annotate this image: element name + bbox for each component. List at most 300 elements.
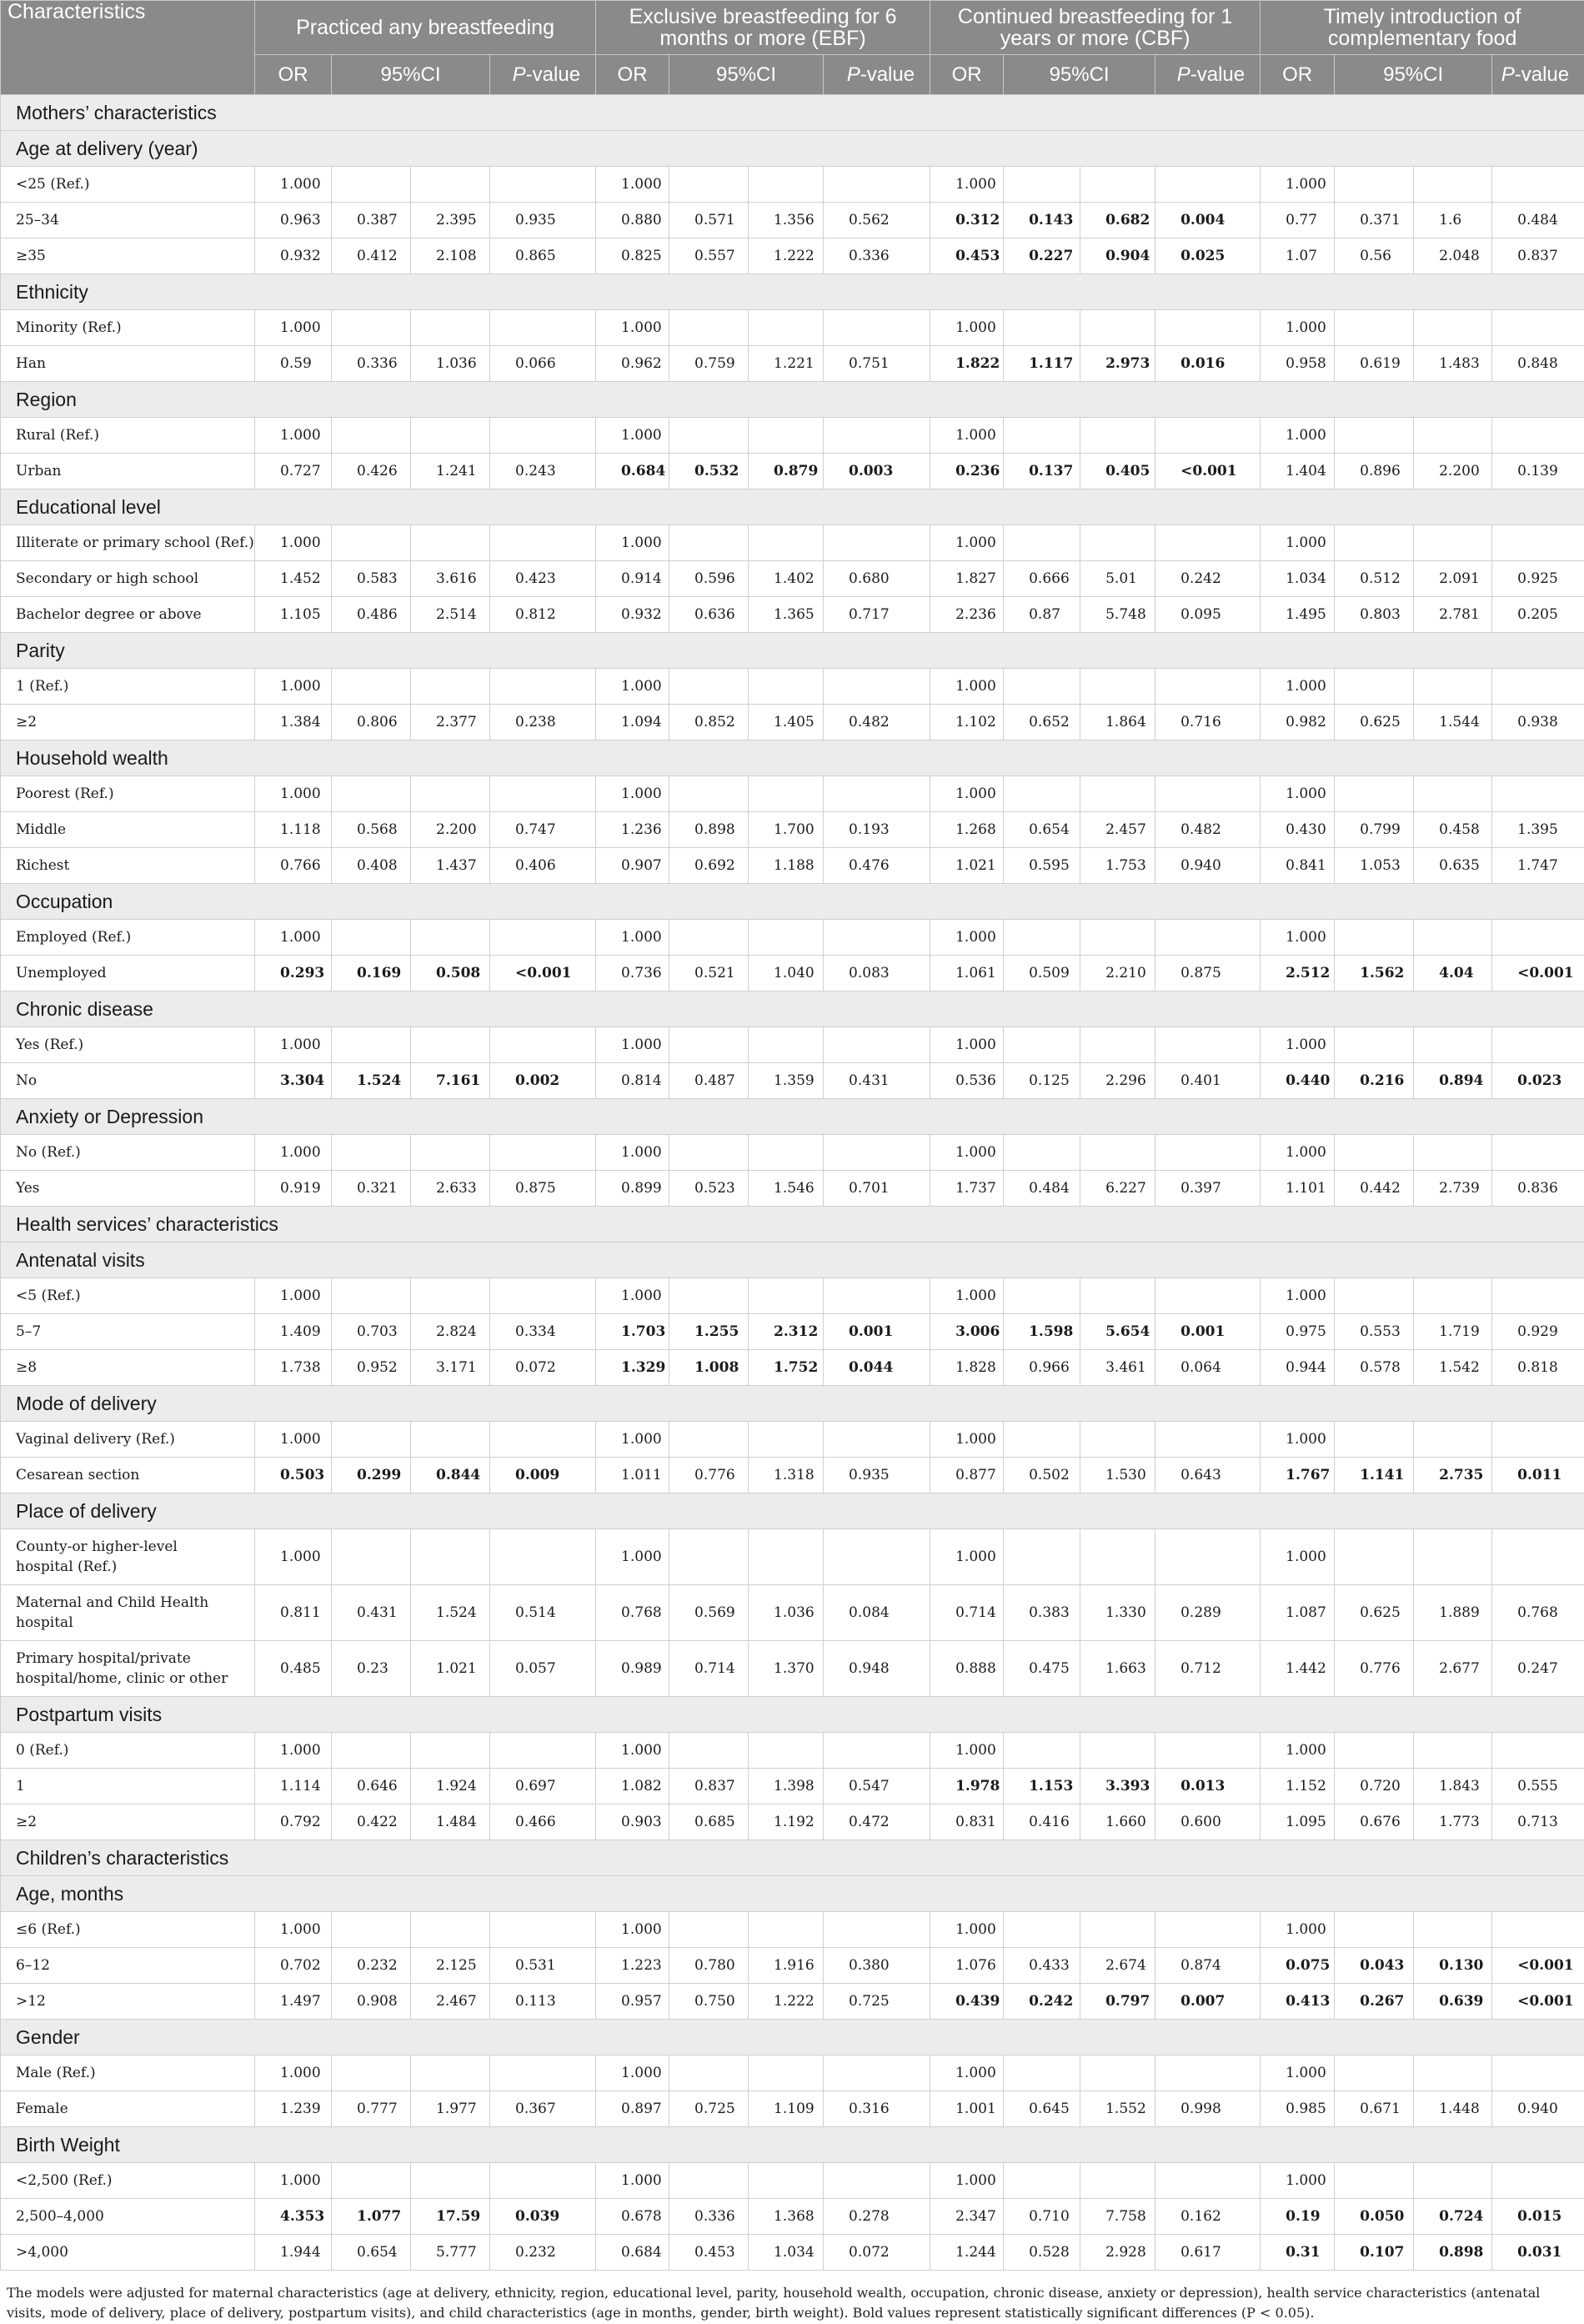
value-cell: 1.021 bbox=[930, 848, 1004, 884]
value-cell: 0.899 bbox=[596, 1171, 669, 1207]
value-cell: 0.050 bbox=[1335, 2199, 1414, 2235]
value-cell bbox=[669, 1027, 749, 1063]
value-cell: 1.843 bbox=[1414, 1769, 1492, 1804]
table-row bbox=[1, 203, 1584, 238]
value-cell: 1.152 bbox=[1261, 1769, 1335, 1804]
value-cell: 3.171 bbox=[411, 1350, 490, 1386]
value-cell: 1.000 bbox=[1261, 2055, 1335, 2091]
table-row bbox=[1, 1027, 1584, 1063]
value-cell bbox=[490, 310, 596, 346]
value-cell bbox=[1492, 1278, 1584, 1314]
value-cell: 0.768 bbox=[596, 1585, 669, 1641]
value-cell: 0.812 bbox=[490, 597, 596, 633]
table-row bbox=[1, 1585, 1584, 1641]
value-cell: 1.117 bbox=[1004, 346, 1080, 382]
value-cell: 0.904 bbox=[1080, 238, 1155, 274]
value-cell: <0.001 bbox=[1492, 956, 1584, 991]
value-cell: <0.001 bbox=[1492, 1984, 1584, 2020]
value-cell bbox=[411, 920, 490, 956]
value-cell: 2.781 bbox=[1414, 597, 1492, 633]
value-cell: 2.735 bbox=[1414, 1458, 1492, 1493]
value-cell: 1.368 bbox=[749, 2199, 824, 2235]
value-cell bbox=[1335, 418, 1414, 454]
table-row bbox=[1, 2199, 1584, 2235]
table-row bbox=[1, 310, 1584, 346]
value-cell: 0.293 bbox=[255, 956, 332, 991]
value-cell: 1.359 bbox=[749, 1063, 824, 1099]
table-row bbox=[1, 1733, 1584, 1769]
value-cell: 1.916 bbox=[749, 1948, 824, 1984]
value-cell: 1.318 bbox=[749, 1458, 824, 1493]
value-cell: 4.353 bbox=[255, 2199, 332, 2235]
section-header-row bbox=[1, 131, 1584, 167]
value-cell: 2.928 bbox=[1080, 2235, 1155, 2271]
value-cell: 0.336 bbox=[669, 2199, 749, 2235]
value-cell: 0.747 bbox=[490, 812, 596, 848]
value-cell: 0.001 bbox=[1155, 1314, 1261, 1350]
subheader-95ci: 95%CI bbox=[1335, 55, 1492, 95]
value-cell bbox=[824, 1027, 930, 1063]
value-cell: 0.568 bbox=[332, 812, 411, 848]
value-cell bbox=[332, 1027, 411, 1063]
value-cell: 0.484 bbox=[1004, 1171, 1080, 1207]
value-cell: 1.404 bbox=[1261, 454, 1335, 489]
value-cell: 0.413 bbox=[1261, 1984, 1335, 2020]
value-cell: 0.009 bbox=[490, 1458, 596, 1493]
value-cell: 2.973 bbox=[1080, 346, 1155, 382]
value-cell: 1.924 bbox=[411, 1769, 490, 1804]
value-cell: 0.289 bbox=[1155, 1585, 1261, 1641]
header-characteristics: Characteristics bbox=[1, 1, 255, 95]
value-cell: 0.072 bbox=[824, 2235, 930, 2271]
value-cell: 2.125 bbox=[411, 1948, 490, 1984]
subheader-p-value: P-value bbox=[1492, 55, 1584, 95]
value-cell: 1.000 bbox=[596, 776, 669, 812]
value-cell bbox=[749, 167, 824, 203]
table-row bbox=[1, 418, 1584, 454]
value-cell: 1.822 bbox=[930, 346, 1004, 382]
value-cell: 0.727 bbox=[255, 454, 332, 489]
value-cell: 1.753 bbox=[1080, 848, 1155, 884]
value-cell bbox=[749, 2055, 824, 2091]
value-cell: 0.475 bbox=[1004, 1641, 1080, 1697]
table-body bbox=[1, 95, 1584, 2271]
value-cell: 0.299 bbox=[332, 1458, 411, 1493]
value-cell: 1.000 bbox=[930, 1912, 1004, 1948]
table-row bbox=[1, 956, 1584, 991]
value-cell bbox=[1492, 1912, 1584, 1948]
value-cell bbox=[1080, 167, 1155, 203]
value-cell: 0.553 bbox=[1335, 1314, 1414, 1350]
value-cell bbox=[749, 1278, 824, 1314]
value-cell: 0.635 bbox=[1414, 848, 1492, 884]
value-cell bbox=[824, 2163, 930, 2199]
row-label: Bachelor degree or above bbox=[1, 597, 255, 633]
value-cell bbox=[824, 2055, 930, 2091]
value-cell: 1.000 bbox=[1261, 418, 1335, 454]
value-cell bbox=[1155, 2163, 1261, 2199]
value-cell: 0.697 bbox=[490, 1769, 596, 1804]
value-cell bbox=[669, 2163, 749, 2199]
value-cell: 3.616 bbox=[411, 561, 490, 597]
value-cell: 1.000 bbox=[1261, 1135, 1335, 1171]
value-cell: 0.982 bbox=[1261, 705, 1335, 740]
value-cell bbox=[824, 776, 930, 812]
value-cell: 1.000 bbox=[255, 669, 332, 705]
value-cell: 0.430 bbox=[1261, 812, 1335, 848]
value-cell: 0.514 bbox=[490, 1585, 596, 1641]
value-cell bbox=[1004, 1912, 1080, 1948]
value-cell bbox=[1414, 167, 1492, 203]
table-row bbox=[1, 561, 1584, 597]
table-row bbox=[1, 1529, 1584, 1585]
value-cell: 0.654 bbox=[332, 2235, 411, 2271]
value-cell: 0.003 bbox=[824, 454, 930, 489]
table-row bbox=[1, 1314, 1584, 1350]
value-cell: 0.940 bbox=[1492, 2091, 1584, 2127]
value-cell bbox=[1414, 418, 1492, 454]
value-cell: 1.000 bbox=[1261, 1912, 1335, 1948]
value-cell bbox=[1335, 1135, 1414, 1171]
value-cell: 0.803 bbox=[1335, 597, 1414, 633]
value-cell bbox=[1155, 1733, 1261, 1769]
value-cell: 0.232 bbox=[490, 2235, 596, 2271]
value-cell: 0.684 bbox=[596, 454, 669, 489]
value-cell bbox=[1004, 920, 1080, 956]
value-cell: 0.776 bbox=[1335, 1641, 1414, 1697]
value-cell: 0.039 bbox=[490, 2199, 596, 2235]
value-cell: 1.330 bbox=[1080, 1585, 1155, 1641]
value-cell: 0.617 bbox=[1155, 2235, 1261, 2271]
value-cell: 0.453 bbox=[930, 238, 1004, 274]
value-cell: 1.000 bbox=[1261, 2163, 1335, 2199]
value-cell: 0.371 bbox=[1335, 203, 1414, 238]
value-cell: 2.296 bbox=[1080, 1063, 1155, 1099]
value-cell: 0.77 bbox=[1261, 203, 1335, 238]
section-header-row bbox=[1, 489, 1584, 525]
value-cell: 0.780 bbox=[669, 1948, 749, 1984]
value-cell: 1.497 bbox=[255, 1984, 332, 2020]
value-cell bbox=[332, 1422, 411, 1458]
value-cell bbox=[1335, 669, 1414, 705]
value-cell: 2.108 bbox=[411, 238, 490, 274]
value-cell bbox=[1414, 1912, 1492, 1948]
value-cell bbox=[490, 1027, 596, 1063]
table-row bbox=[1, 705, 1584, 740]
value-cell: 0.242 bbox=[1155, 561, 1261, 597]
value-cell: 0.571 bbox=[669, 203, 749, 238]
value-cell bbox=[1004, 776, 1080, 812]
value-cell: 1.828 bbox=[930, 1350, 1004, 1386]
value-cell: 5.01 bbox=[1080, 561, 1155, 597]
value-cell: 0.844 bbox=[411, 1458, 490, 1493]
row-label: Middle bbox=[1, 812, 255, 848]
section-label: Ethnicity bbox=[1, 274, 1584, 310]
value-cell: 0.406 bbox=[490, 848, 596, 884]
section-header-row bbox=[1, 1840, 1584, 1876]
value-cell: 1.737 bbox=[930, 1171, 1004, 1207]
value-cell: 0.472 bbox=[824, 1804, 930, 1840]
value-cell bbox=[490, 1278, 596, 1314]
value-cell: 0.485 bbox=[255, 1641, 332, 1697]
value-cell: 0.312 bbox=[930, 203, 1004, 238]
value-cell: 1.827 bbox=[930, 561, 1004, 597]
value-cell: 0.001 bbox=[824, 1314, 930, 1350]
value-cell: 0.440 bbox=[1261, 1063, 1335, 1099]
value-cell: 0.113 bbox=[490, 1984, 596, 2020]
section-label: Anxiety or Depression bbox=[1, 1099, 1584, 1135]
value-cell bbox=[1080, 2055, 1155, 2091]
value-cell: 0.057 bbox=[490, 1641, 596, 1697]
value-cell: 1.000 bbox=[930, 418, 1004, 454]
value-cell: 1.000 bbox=[596, 1278, 669, 1314]
value-cell: 0.509 bbox=[1004, 956, 1080, 991]
value-cell: 0.952 bbox=[332, 1350, 411, 1386]
value-cell bbox=[1155, 776, 1261, 812]
table-row bbox=[1, 848, 1584, 884]
row-label: County-or higher-level hospital (Ref.) bbox=[1, 1529, 255, 1585]
value-cell: 0.466 bbox=[490, 1804, 596, 1840]
value-cell: 1.053 bbox=[1335, 848, 1414, 884]
value-cell bbox=[1155, 1278, 1261, 1314]
value-cell: 0.004 bbox=[1155, 203, 1261, 238]
value-cell: 1.484 bbox=[411, 1804, 490, 1840]
value-cell: 0.682 bbox=[1080, 203, 1155, 238]
section-header-row bbox=[1, 1697, 1584, 1733]
value-cell: <0.001 bbox=[1155, 454, 1261, 489]
value-cell bbox=[1414, 2055, 1492, 2091]
value-cell bbox=[1414, 1135, 1492, 1171]
value-cell: 0.701 bbox=[824, 1171, 930, 1207]
value-cell: 0.238 bbox=[490, 705, 596, 740]
value-cell: 0.935 bbox=[490, 203, 596, 238]
value-cell bbox=[1080, 1912, 1155, 1948]
value-cell: 0.227 bbox=[1004, 238, 1080, 274]
table-row bbox=[1, 1350, 1584, 1386]
value-cell bbox=[1492, 1135, 1584, 1171]
value-cell: 0.595 bbox=[1004, 848, 1080, 884]
value-cell: 0.482 bbox=[1155, 812, 1261, 848]
value-cell: 1.000 bbox=[930, 525, 1004, 561]
value-cell: 0.636 bbox=[669, 597, 749, 633]
subheader-or: OR bbox=[596, 55, 669, 95]
value-cell: 1.000 bbox=[255, 776, 332, 812]
value-cell: 1.365 bbox=[749, 597, 824, 633]
value-cell: 1.437 bbox=[411, 848, 490, 884]
table-row bbox=[1, 2091, 1584, 2127]
value-cell: 1.448 bbox=[1414, 2091, 1492, 2127]
section-header-row bbox=[1, 2020, 1584, 2055]
value-cell: 1.000 bbox=[596, 310, 669, 346]
value-cell: 1.000 bbox=[596, 1027, 669, 1063]
value-cell: 1.562 bbox=[1335, 956, 1414, 991]
value-cell: 0.714 bbox=[930, 1585, 1004, 1641]
value-cell bbox=[1080, 776, 1155, 812]
value-cell: 0.412 bbox=[332, 238, 411, 274]
value-cell bbox=[1004, 669, 1080, 705]
value-cell: 0.19 bbox=[1261, 2199, 1335, 2235]
value-cell: 0.523 bbox=[669, 1171, 749, 1207]
value-cell: 2.377 bbox=[411, 705, 490, 740]
value-cell: 2.512 bbox=[1261, 956, 1335, 991]
value-cell bbox=[490, 1733, 596, 1769]
value-cell: 1.095 bbox=[1261, 1804, 1335, 1840]
value-cell: 0.562 bbox=[824, 203, 930, 238]
row-label: >12 bbox=[1, 1984, 255, 2020]
value-cell: 1.000 bbox=[930, 310, 1004, 346]
section-label: Health services’ characteristics bbox=[1, 1207, 1584, 1242]
value-cell bbox=[332, 418, 411, 454]
value-cell: 1.000 bbox=[1261, 1733, 1335, 1769]
section-header-row bbox=[1, 1493, 1584, 1529]
value-cell: 0.431 bbox=[332, 1585, 411, 1641]
value-cell: 1.395 bbox=[1492, 812, 1584, 848]
value-cell: 0.583 bbox=[332, 561, 411, 597]
value-cell: 0.998 bbox=[1155, 2091, 1261, 2127]
value-cell bbox=[1335, 1529, 1414, 1585]
value-cell: 0.380 bbox=[824, 1948, 930, 1984]
value-cell: 0.907 bbox=[596, 848, 669, 884]
value-cell bbox=[1335, 525, 1414, 561]
value-cell bbox=[669, 1278, 749, 1314]
section-label: Occupation bbox=[1, 884, 1584, 920]
value-cell bbox=[1335, 2055, 1414, 2091]
value-cell: 1.000 bbox=[930, 1278, 1004, 1314]
value-cell bbox=[411, 1278, 490, 1314]
value-cell bbox=[490, 167, 596, 203]
value-cell: 1.000 bbox=[1261, 1422, 1335, 1458]
value-cell: 1.118 bbox=[255, 812, 332, 848]
value-cell: 0.072 bbox=[490, 1350, 596, 1386]
value-cell: 1.524 bbox=[411, 1585, 490, 1641]
value-cell: 0.083 bbox=[824, 956, 930, 991]
value-cell: 1.000 bbox=[596, 669, 669, 705]
row-label: Unemployed bbox=[1, 956, 255, 991]
value-cell: 1.141 bbox=[1335, 1458, 1414, 1493]
value-cell bbox=[749, 1529, 824, 1585]
section-label: Mothers’ characteristics bbox=[1, 95, 1584, 131]
value-cell: 2.048 bbox=[1414, 238, 1492, 274]
value-cell: 0.011 bbox=[1492, 1458, 1584, 1493]
row-label: <5 (Ref.) bbox=[1, 1278, 255, 1314]
value-cell: 0.625 bbox=[1335, 705, 1414, 740]
value-cell: 1.663 bbox=[1080, 1641, 1155, 1697]
section-label: Children’s characteristics bbox=[1, 1840, 1584, 1876]
value-cell bbox=[1004, 1422, 1080, 1458]
value-cell bbox=[411, 167, 490, 203]
row-label: <25 (Ref.) bbox=[1, 167, 255, 203]
value-cell: 1.001 bbox=[930, 2091, 1004, 2127]
value-cell: 1.000 bbox=[596, 418, 669, 454]
value-cell: 1.000 bbox=[930, 2163, 1004, 2199]
value-cell: 0.962 bbox=[596, 346, 669, 382]
value-cell: 1.000 bbox=[255, 920, 332, 956]
value-cell bbox=[1004, 418, 1080, 454]
value-cell: 0.87 bbox=[1004, 597, 1080, 633]
value-cell bbox=[1004, 2055, 1080, 2091]
table-row bbox=[1, 597, 1584, 633]
value-cell bbox=[1004, 1733, 1080, 1769]
section-header-row bbox=[1, 633, 1584, 669]
value-cell: 0.777 bbox=[332, 2091, 411, 2127]
value-cell bbox=[1335, 920, 1414, 956]
value-cell: 1.409 bbox=[255, 1314, 332, 1350]
value-cell: 0.130 bbox=[1414, 1948, 1492, 1984]
value-cell: 1.700 bbox=[749, 812, 824, 848]
value-cell bbox=[1155, 669, 1261, 705]
value-cell: 1.767 bbox=[1261, 1458, 1335, 1493]
value-cell: 1.000 bbox=[1261, 1027, 1335, 1063]
value-cell: 0.639 bbox=[1414, 1984, 1492, 2020]
value-cell bbox=[1080, 2163, 1155, 2199]
value-cell bbox=[1492, 2055, 1584, 2091]
value-cell bbox=[332, 669, 411, 705]
value-cell: 0.766 bbox=[255, 848, 332, 884]
value-cell: 0.692 bbox=[669, 848, 749, 884]
value-cell: 0.831 bbox=[930, 1804, 1004, 1840]
value-cell bbox=[1492, 1733, 1584, 1769]
row-label: Secondary or high school bbox=[1, 561, 255, 597]
value-cell bbox=[411, 1135, 490, 1171]
value-cell bbox=[669, 1529, 749, 1585]
section-label: Parity bbox=[1, 633, 1584, 669]
value-cell bbox=[669, 1733, 749, 1769]
value-cell bbox=[749, 1422, 824, 1458]
value-cell: 0.334 bbox=[490, 1314, 596, 1350]
value-cell: 1.000 bbox=[1261, 1278, 1335, 1314]
table-row bbox=[1, 1769, 1584, 1804]
value-cell bbox=[1080, 1027, 1155, 1063]
value-cell: 4.04 bbox=[1414, 956, 1492, 991]
value-cell bbox=[1155, 1912, 1261, 1948]
value-cell bbox=[749, 310, 824, 346]
subheader-p-value: P-value bbox=[824, 55, 930, 95]
value-cell: 0.569 bbox=[669, 1585, 749, 1641]
row-label: 1 bbox=[1, 1769, 255, 1804]
value-cell: 0.095 bbox=[1155, 597, 1261, 633]
value-cell: 0.512 bbox=[1335, 561, 1414, 597]
value-cell: 1.000 bbox=[596, 1529, 669, 1585]
value-cell: 0.925 bbox=[1492, 561, 1584, 597]
value-cell: 0.898 bbox=[1414, 2235, 1492, 2271]
value-cell: 0.825 bbox=[596, 238, 669, 274]
value-cell bbox=[824, 1135, 930, 1171]
value-cell: 0.578 bbox=[1335, 1350, 1414, 1386]
value-cell bbox=[1414, 1422, 1492, 1458]
row-label: Illiterate or primary school (Ref.) bbox=[1, 525, 255, 561]
value-cell: 1.000 bbox=[596, 1733, 669, 1769]
value-cell bbox=[1414, 1278, 1492, 1314]
value-cell bbox=[1492, 776, 1584, 812]
value-cell: 2.457 bbox=[1080, 812, 1155, 848]
value-cell bbox=[1080, 1422, 1155, 1458]
value-cell: 0.596 bbox=[669, 561, 749, 597]
value-cell: 0.439 bbox=[930, 1984, 1004, 2020]
value-cell bbox=[1155, 1027, 1261, 1063]
value-cell: 0.025 bbox=[1155, 238, 1261, 274]
value-cell: 1.040 bbox=[749, 956, 824, 991]
row-label: <2,500 (Ref.) bbox=[1, 2163, 255, 2199]
value-cell: 0.671 bbox=[1335, 2091, 1414, 2127]
value-cell: 0.431 bbox=[824, 1063, 930, 1099]
value-cell bbox=[411, 1529, 490, 1585]
value-cell: 0.139 bbox=[1492, 454, 1584, 489]
value-cell: 1.000 bbox=[596, 920, 669, 956]
value-cell bbox=[824, 1733, 930, 1769]
value-cell: 1.000 bbox=[596, 525, 669, 561]
value-cell bbox=[1335, 776, 1414, 812]
row-label: 0 (Ref.) bbox=[1, 1733, 255, 1769]
